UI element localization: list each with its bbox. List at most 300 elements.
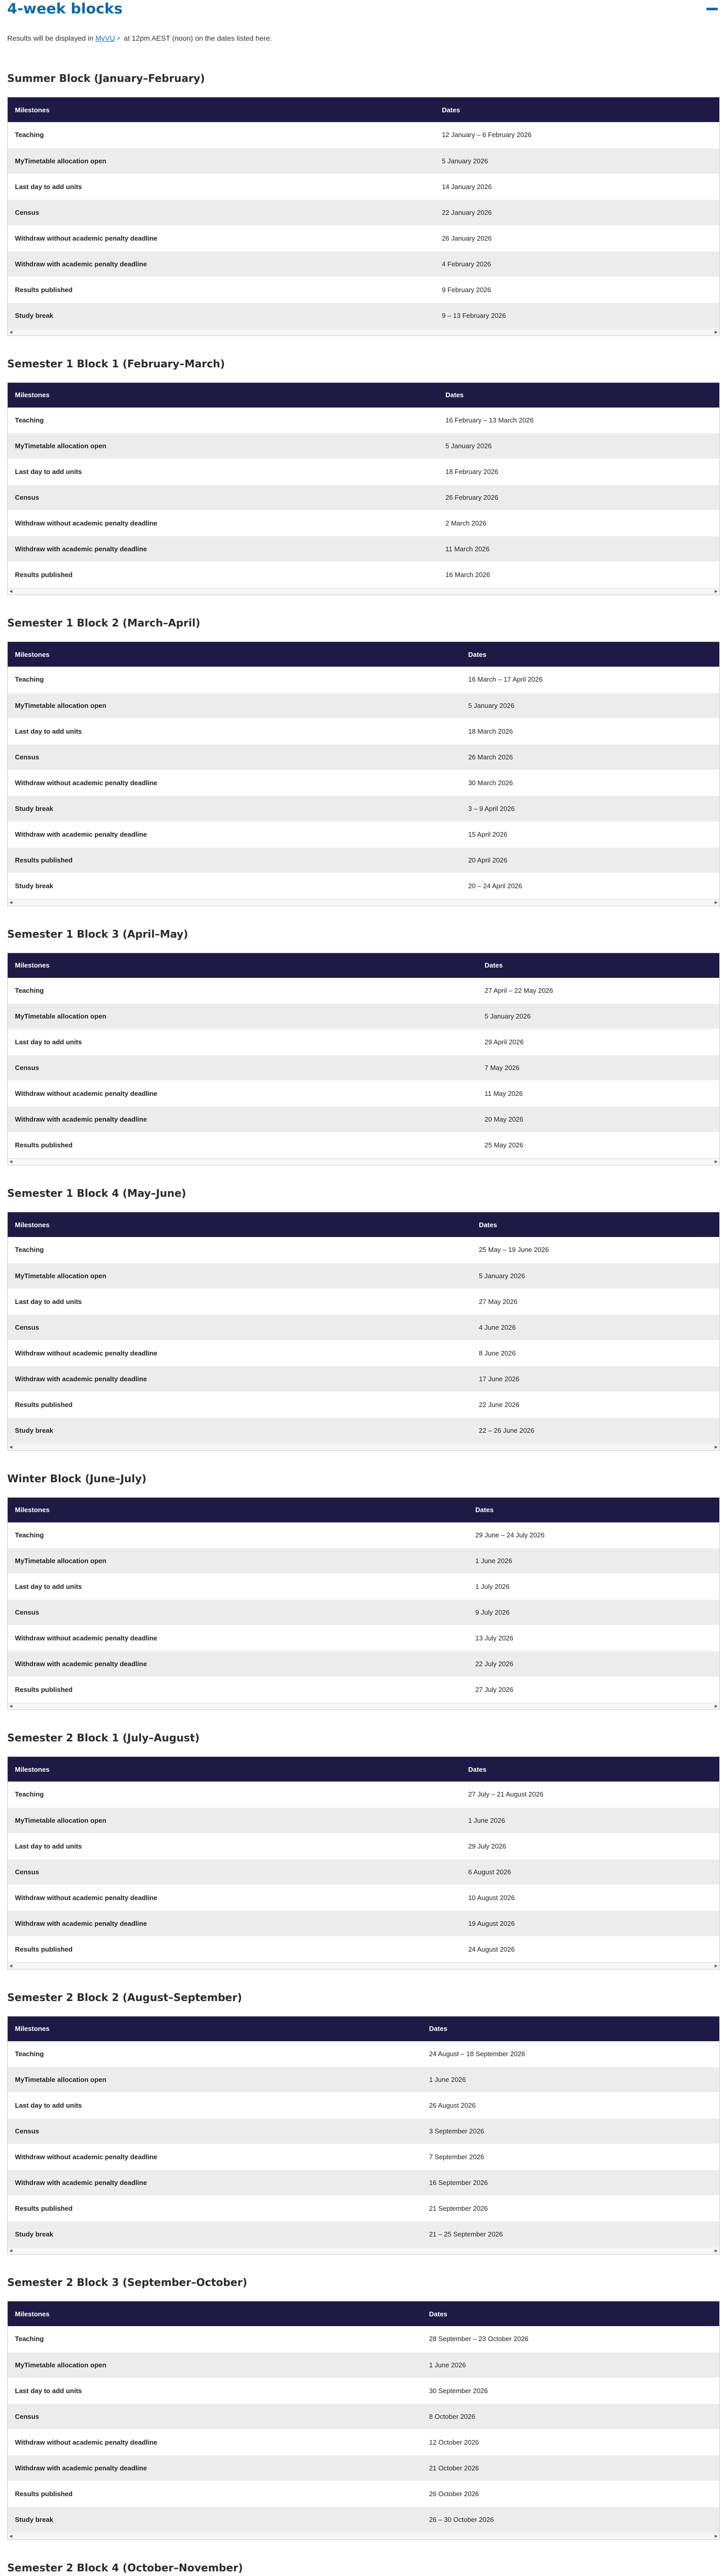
date-cell: 26 March 2026	[461, 744, 719, 770]
table-row	[8, 1289, 719, 1314]
milestones-table-wrapper[interactable]	[7, 1497, 720, 1710]
date-cell: 27 April – 22 May 2026	[477, 978, 719, 1004]
table-row	[8, 2455, 719, 2481]
date-cell: 29 April 2026	[477, 1029, 719, 1055]
table-row	[8, 2352, 719, 2378]
date-cell: 19 August 2026	[461, 1910, 719, 1936]
milestone-cell: Withdraw with academic penalty deadline	[8, 1910, 461, 1936]
date-cell: 3 – 9 April 2026	[461, 795, 719, 821]
milestone-cell: Study break	[8, 1417, 472, 1443]
milestone-cell: MyTimetable allocation open	[8, 1004, 477, 1029]
date-cell: 22 – 26 June 2026	[472, 1417, 719, 1443]
milestone-cell: MyTimetable allocation open	[8, 1263, 472, 1289]
date-cell: 26 October 2026	[422, 2481, 719, 2506]
milestones-table	[8, 642, 719, 899]
date-cell: 16 March – 17 April 2026	[461, 667, 719, 692]
horizontal-scrollbar[interactable]	[8, 588, 719, 595]
milestone-cell: Census	[8, 485, 438, 511]
milestone-cell: Teaching	[8, 2041, 422, 2067]
table-row	[8, 2378, 719, 2403]
header-dates: Dates	[461, 642, 719, 667]
block-title: Semester 1 Block 4 (May–June)	[7, 1187, 186, 1199]
date-cell: 4 February 2026	[435, 251, 719, 277]
date-cell: 7 September 2026	[422, 2144, 719, 2170]
date-cell: 5 January 2026	[438, 433, 719, 459]
header-dates: Dates	[477, 953, 719, 978]
date-cell: 7 May 2026	[477, 1055, 719, 1081]
block-section	[7, 2562, 720, 2576]
date-cell: 1 June 2026	[461, 1807, 719, 1833]
table-row	[8, 667, 719, 692]
milestone-cell: Last day to add units	[8, 2378, 422, 2403]
date-cell: 5 January 2026	[435, 148, 719, 174]
milestone-cell: Results published	[8, 847, 461, 873]
minus-icon[interactable]	[706, 1, 718, 16]
block-section	[7, 2276, 720, 2540]
milestone-cell: Withdraw with academic penalty deadline	[8, 2170, 422, 2196]
date-cell: 16 September 2026	[422, 2170, 719, 2196]
intro-after: at 12pm AEST (noon) on the dates listed here.	[122, 34, 272, 42]
table-row	[8, 1782, 719, 1807]
date-cell: 12 October 2026	[422, 2429, 719, 2455]
milestones-table	[8, 97, 719, 329]
date-cell: 22 June 2026	[472, 1392, 719, 1417]
table-row	[8, 1263, 719, 1289]
date-cell: 21 October 2026	[422, 2455, 719, 2481]
date-cell: 16 March 2026	[438, 562, 719, 588]
milestone-cell: Study break	[8, 302, 435, 328]
table-row	[8, 692, 719, 718]
scroll-left-arrow-icon[interactable]: ◀	[9, 589, 13, 594]
table-row	[8, 1625, 719, 1651]
milestone-cell: Results published	[8, 1392, 472, 1417]
table-row	[8, 744, 719, 770]
date-cell: 30 March 2026	[461, 770, 719, 795]
milestone-cell: Census	[8, 1600, 468, 1625]
table-row	[8, 1132, 719, 1158]
date-cell: 25 May – 19 June 2026	[472, 1237, 719, 1263]
milestone-cell: Withdraw with academic penalty deadline	[8, 536, 438, 562]
milestone-cell: Withdraw with academic penalty deadline	[8, 251, 435, 277]
milestone-cell: Withdraw without academic penalty deadline	[8, 511, 438, 536]
milestone-cell: Withdraw without academic penalty deadline	[8, 225, 435, 251]
table-header-row	[8, 953, 719, 978]
table-row	[8, 847, 719, 873]
table-row	[8, 2067, 719, 2093]
block-section	[7, 1991, 720, 2255]
table-header-row	[8, 2016, 719, 2041]
milestone-cell: MyTimetable allocation open	[8, 1807, 461, 1833]
table-header-row	[8, 1757, 719, 1782]
table-row	[8, 1885, 719, 1910]
table-row	[8, 770, 719, 795]
milestone-cell: MyTimetable allocation open	[8, 2067, 422, 2093]
block-title: Semester 1 Block 2 (March–April)	[7, 617, 200, 629]
table-row	[8, 1600, 719, 1625]
milestone-cell: Teaching	[8, 2326, 422, 2352]
horizontal-scrollbar[interactable]	[8, 899, 719, 906]
scroll-left-arrow-icon[interactable]: ◀	[9, 1444, 13, 1449]
milestones-table-wrapper[interactable]	[7, 382, 720, 596]
milestone-cell: Results published	[8, 1132, 477, 1158]
milestone-cell: Teaching	[8, 1782, 461, 1807]
table-row	[8, 2041, 719, 2067]
block-title: Semester 1 Block 3 (April–May)	[7, 927, 188, 940]
date-cell: 22 July 2026	[468, 1651, 719, 1677]
milestone-cell: Withdraw with academic penalty deadline	[8, 1107, 477, 1132]
scroll-left-arrow-icon[interactable]: ◀	[9, 1704, 13, 1708]
date-cell: 21 – 25 September 2026	[422, 2222, 719, 2247]
table-row	[8, 2429, 719, 2455]
milestones-table-wrapper[interactable]	[7, 641, 720, 906]
intro-text	[7, 23, 720, 48]
milestone-cell: Withdraw with academic penalty deadline	[8, 2455, 422, 2481]
table-row	[8, 251, 719, 277]
table-row	[8, 536, 719, 562]
scroll-left-arrow-icon[interactable]: ◀	[9, 900, 13, 905]
date-cell: 9 – 13 February 2026	[435, 302, 719, 328]
date-cell: 1 July 2026	[468, 1574, 719, 1600]
table-row	[8, 199, 719, 225]
block-title: Summer Block (January–February)	[7, 72, 205, 84]
date-cell: 17 June 2026	[472, 1366, 719, 1392]
milestones-table	[8, 2301, 719, 2533]
block-title: Semester 1 Block 1 (February–March)	[7, 357, 225, 370]
scroll-left-arrow-icon[interactable]: ◀	[9, 2533, 13, 2538]
date-cell: 5 January 2026	[477, 1004, 719, 1029]
date-cell: 26 August 2026	[422, 2093, 719, 2119]
table-row	[8, 562, 719, 588]
milestone-cell: Results published	[8, 1936, 461, 1962]
date-cell: 1 June 2026	[422, 2067, 719, 2093]
table-row	[8, 1677, 719, 1703]
milestones-table-wrapper[interactable]	[7, 1212, 720, 1451]
date-cell: 26 – 30 October 2026	[422, 2506, 719, 2532]
milestone-cell: Withdraw without academic penalty deadline	[8, 2144, 422, 2170]
scroll-right-arrow-icon[interactable]: ▶	[714, 1963, 718, 1968]
milestone-cell: Last day to add units	[8, 1574, 468, 1600]
table-header-row	[8, 383, 719, 408]
milestones-table	[8, 953, 719, 1159]
scroll-right-arrow-icon[interactable]: ▶	[714, 1704, 718, 1708]
date-cell: 8 October 2026	[422, 2403, 719, 2429]
block-section	[7, 358, 720, 596]
date-cell: 8 June 2026	[472, 1340, 719, 1366]
scroll-right-arrow-icon[interactable]: ▶	[714, 2248, 718, 2253]
milestone-cell: Withdraw without academic penalty deadline	[8, 1625, 468, 1651]
table-row	[8, 1340, 719, 1366]
milestone-cell: Last day to add units	[8, 1833, 461, 1859]
header-dates: Dates	[435, 97, 719, 122]
blocks-container	[7, 72, 720, 2576]
date-cell: 9 July 2026	[468, 1600, 719, 1625]
horizontal-scrollbar[interactable]	[8, 2247, 719, 2254]
table-row	[8, 2222, 719, 2247]
milestone-cell: Withdraw without academic penalty deadline	[8, 770, 461, 795]
milestone-cell: Withdraw without academic penalty deadline	[8, 1340, 472, 1366]
milestones-table	[8, 383, 719, 588]
date-cell: 3 September 2026	[422, 2119, 719, 2144]
header-dates: Dates	[438, 383, 719, 408]
table-row	[8, 1522, 719, 1548]
milestone-cell: MyTimetable allocation open	[8, 1548, 468, 1574]
date-cell: 27 July – 21 August 2026	[461, 1782, 719, 1807]
header-milestones: Milestones	[8, 953, 477, 978]
date-cell: 20 May 2026	[477, 1107, 719, 1132]
milestone-cell: MyTimetable allocation open	[8, 692, 461, 718]
table-header-row	[8, 2301, 719, 2326]
date-cell: 13 July 2026	[468, 1625, 719, 1651]
block-section	[7, 1732, 720, 1970]
date-cell: 27 July 2026	[468, 1677, 719, 1703]
milestone-cell: Withdraw with academic penalty deadline	[8, 821, 461, 847]
milestones-table	[8, 1498, 719, 1703]
table-row	[8, 873, 719, 899]
header-milestones: Milestones	[8, 97, 435, 122]
date-cell: 18 February 2026	[438, 459, 719, 485]
milestone-cell: Census	[8, 1859, 461, 1885]
header-milestones: Milestones	[8, 642, 461, 667]
date-cell: 2 March 2026	[438, 511, 719, 536]
table-row	[8, 1055, 719, 1081]
milestone-cell: Teaching	[8, 978, 477, 1004]
page-title: 4-week blocks	[7, 0, 123, 17]
block-section	[7, 72, 720, 336]
table-header-row	[8, 642, 719, 667]
table-row	[8, 459, 719, 485]
table-row	[8, 2119, 719, 2144]
date-cell: 25 May 2026	[477, 1132, 719, 1158]
milestone-cell: MyTimetable allocation open	[8, 148, 435, 174]
table-row	[8, 1392, 719, 1417]
milestone-cell: Last day to add units	[8, 1289, 472, 1314]
milestone-cell: Teaching	[8, 1237, 472, 1263]
horizontal-scrollbar[interactable]	[8, 1444, 719, 1450]
date-cell: 5 January 2026	[472, 1263, 719, 1289]
date-cell: 11 May 2026	[477, 1081, 719, 1107]
table-header-row	[8, 1498, 719, 1522]
horizontal-scrollbar[interactable]	[8, 1962, 719, 1969]
horizontal-scrollbar[interactable]	[8, 2533, 719, 2539]
date-cell: 6 August 2026	[461, 1859, 719, 1885]
accordion-header[interactable]	[7, 0, 720, 23]
milestone-cell: Last day to add units	[8, 718, 461, 744]
table-row	[8, 122, 719, 148]
header-dates: Dates	[472, 1212, 719, 1237]
date-cell: 29 July 2026	[461, 1833, 719, 1859]
block-section	[7, 928, 720, 1166]
date-cell: 15 April 2026	[461, 821, 719, 847]
milestone-cell: Results published	[8, 2196, 422, 2222]
milestones-table-wrapper[interactable]	[7, 2301, 720, 2540]
myvu-link[interactable]: MyVU	[95, 34, 115, 42]
milestone-cell: Study break	[8, 873, 461, 899]
milestone-cell: Last day to add units	[8, 459, 438, 485]
milestone-cell: Teaching	[8, 122, 435, 148]
milestone-cell: Census	[8, 2119, 422, 2144]
milestone-cell: Withdraw with academic penalty deadline	[8, 1366, 472, 1392]
table-header-row	[8, 97, 719, 122]
table-row	[8, 2481, 719, 2506]
horizontal-scrollbar[interactable]	[8, 1158, 719, 1165]
milestone-cell: Last day to add units	[8, 174, 435, 199]
header-milestones: Milestones	[8, 2016, 422, 2041]
table-row	[8, 2093, 719, 2119]
table-row	[8, 1107, 719, 1132]
scroll-left-arrow-icon[interactable]: ◀	[9, 2248, 13, 2253]
milestone-cell: Study break	[8, 2222, 422, 2247]
block-title: Semester 2 Block 2 (August–September)	[7, 1991, 242, 2004]
milestone-cell: Census	[8, 2403, 422, 2429]
milestone-cell: Study break	[8, 2506, 422, 2532]
header-dates: Dates	[461, 1757, 719, 1782]
milestone-cell: Census	[8, 199, 435, 225]
scroll-right-arrow-icon[interactable]: ▶	[714, 1159, 718, 1164]
date-cell: 9 February 2026	[435, 277, 719, 302]
table-row	[8, 1314, 719, 1340]
header-milestones: Milestones	[8, 1757, 461, 1782]
milestone-cell: Study break	[8, 795, 461, 821]
milestones-table-wrapper[interactable]	[7, 953, 720, 1166]
table-row	[8, 2506, 719, 2532]
milestone-cell: Last day to add units	[8, 1029, 477, 1055]
table-row	[8, 1081, 719, 1107]
date-cell: 16 February – 13 March 2026	[438, 408, 719, 433]
milestone-cell: Results published	[8, 277, 435, 302]
milestone-cell: Results published	[8, 1677, 468, 1703]
table-row	[8, 1574, 719, 1600]
milestones-table-wrapper[interactable]	[7, 97, 720, 336]
milestone-cell: Last day to add units	[8, 2093, 422, 2119]
table-row	[8, 2144, 719, 2170]
date-cell: 1 June 2026	[468, 1548, 719, 1574]
header-milestones: Milestones	[8, 1498, 468, 1522]
block-title: Semester 2 Block 4 (October–November)	[7, 2561, 243, 2574]
intro-before: Results will be displayed in	[7, 34, 96, 42]
table-row	[8, 795, 719, 821]
date-cell: 18 March 2026	[461, 718, 719, 744]
block-section	[7, 1472, 720, 1710]
date-cell: 24 August 2026	[461, 1936, 719, 1962]
table-header-row	[8, 1212, 719, 1237]
milestones-table	[8, 1757, 719, 1962]
scroll-left-arrow-icon[interactable]: ◀	[9, 1963, 13, 1968]
header-dates: Dates	[422, 2016, 719, 2041]
table-row	[8, 1417, 719, 1443]
table-row	[8, 2326, 719, 2352]
date-cell: 14 January 2026	[435, 174, 719, 199]
scroll-right-arrow-icon[interactable]: ▶	[714, 1444, 718, 1449]
date-cell: 26 February 2026	[438, 485, 719, 511]
table-row	[8, 433, 719, 459]
table-row	[8, 1237, 719, 1263]
table-row	[8, 2403, 719, 2429]
milestones-table-wrapper[interactable]	[7, 1756, 720, 1970]
scroll-right-arrow-icon[interactable]: ▶	[714, 2533, 718, 2538]
horizontal-scrollbar[interactable]	[8, 1703, 719, 1709]
table-row	[8, 1859, 719, 1885]
scroll-left-arrow-icon[interactable]: ◀	[9, 1159, 13, 1164]
milestone-cell: Census	[8, 1314, 472, 1340]
header-milestones: Milestones	[8, 1212, 472, 1237]
milestone-cell: Withdraw without academic penalty deadline	[8, 2429, 422, 2455]
table-row	[8, 1651, 719, 1677]
date-cell: 24 August – 18 September 2026	[422, 2041, 719, 2067]
table-row	[8, 174, 719, 199]
table-row	[8, 225, 719, 251]
date-cell: 21 September 2026	[422, 2196, 719, 2222]
scroll-right-arrow-icon[interactable]: ▶	[714, 900, 718, 905]
external-link-icon: ↗	[115, 36, 120, 42]
horizontal-scrollbar[interactable]	[8, 329, 719, 335]
date-cell: 20 April 2026	[461, 847, 719, 873]
milestone-cell: Teaching	[8, 1522, 468, 1548]
table-row	[8, 2170, 719, 2196]
table-row	[8, 821, 719, 847]
milestone-cell: MyTimetable allocation open	[8, 433, 438, 459]
date-cell: 26 January 2026	[435, 225, 719, 251]
scroll-right-arrow-icon[interactable]: ▶	[714, 589, 718, 594]
milestone-cell: Census	[8, 744, 461, 770]
date-cell: 30 September 2026	[422, 2378, 719, 2403]
header-dates: Dates	[468, 1498, 719, 1522]
date-cell: 11 March 2026	[438, 536, 719, 562]
table-row	[8, 2196, 719, 2222]
header-milestones: Milestones	[8, 2301, 422, 2326]
table-row	[8, 511, 719, 536]
scroll-right-arrow-icon[interactable]: ▶	[714, 329, 718, 334]
date-cell: 22 January 2026	[435, 199, 719, 225]
milestones-table	[8, 2016, 719, 2248]
milestone-cell: MyTimetable allocation open	[8, 2352, 422, 2378]
date-cell: 4 June 2026	[472, 1314, 719, 1340]
table-row	[8, 1004, 719, 1029]
date-cell: 20 – 24 April 2026	[461, 873, 719, 899]
table-row	[8, 485, 719, 511]
milestone-cell: Teaching	[8, 667, 461, 692]
block-title: Semester 2 Block 3 (September–October)	[7, 2276, 248, 2289]
block-section	[7, 1187, 720, 1451]
table-row	[8, 1936, 719, 1962]
date-cell: 28 September – 23 October 2026	[422, 2326, 719, 2352]
milestones-table	[8, 1212, 719, 1444]
date-cell: 29 June – 24 July 2026	[468, 1522, 719, 1548]
date-cell: 27 May 2026	[472, 1289, 719, 1314]
date-cell: 12 January – 6 February 2026	[435, 122, 719, 148]
table-row	[8, 1910, 719, 1936]
table-row	[8, 1807, 719, 1833]
table-row	[8, 408, 719, 433]
milestone-cell: Results published	[8, 562, 438, 588]
table-row	[8, 1548, 719, 1574]
milestone-cell: Withdraw with academic penalty deadline	[8, 1651, 468, 1677]
table-row	[8, 302, 719, 328]
milestone-cell: Teaching	[8, 408, 438, 433]
milestone-cell: Census	[8, 1055, 477, 1081]
table-row	[8, 1833, 719, 1859]
header-dates: Dates	[422, 2301, 719, 2326]
table-row	[8, 1366, 719, 1392]
scroll-left-arrow-icon[interactable]: ◀	[9, 329, 13, 334]
milestone-cell: Withdraw without academic penalty deadline	[8, 1081, 477, 1107]
block-title: Winter Block (June–July)	[7, 1472, 147, 1485]
milestone-cell: Withdraw without academic penalty deadline	[8, 1885, 461, 1910]
date-cell: 1 June 2026	[422, 2352, 719, 2378]
block-title: Semester 2 Block 1 (July–August)	[7, 1732, 200, 1744]
header-milestones: Milestones	[8, 383, 438, 408]
date-cell: 10 August 2026	[461, 1885, 719, 1910]
milestones-table-wrapper[interactable]	[7, 2016, 720, 2255]
